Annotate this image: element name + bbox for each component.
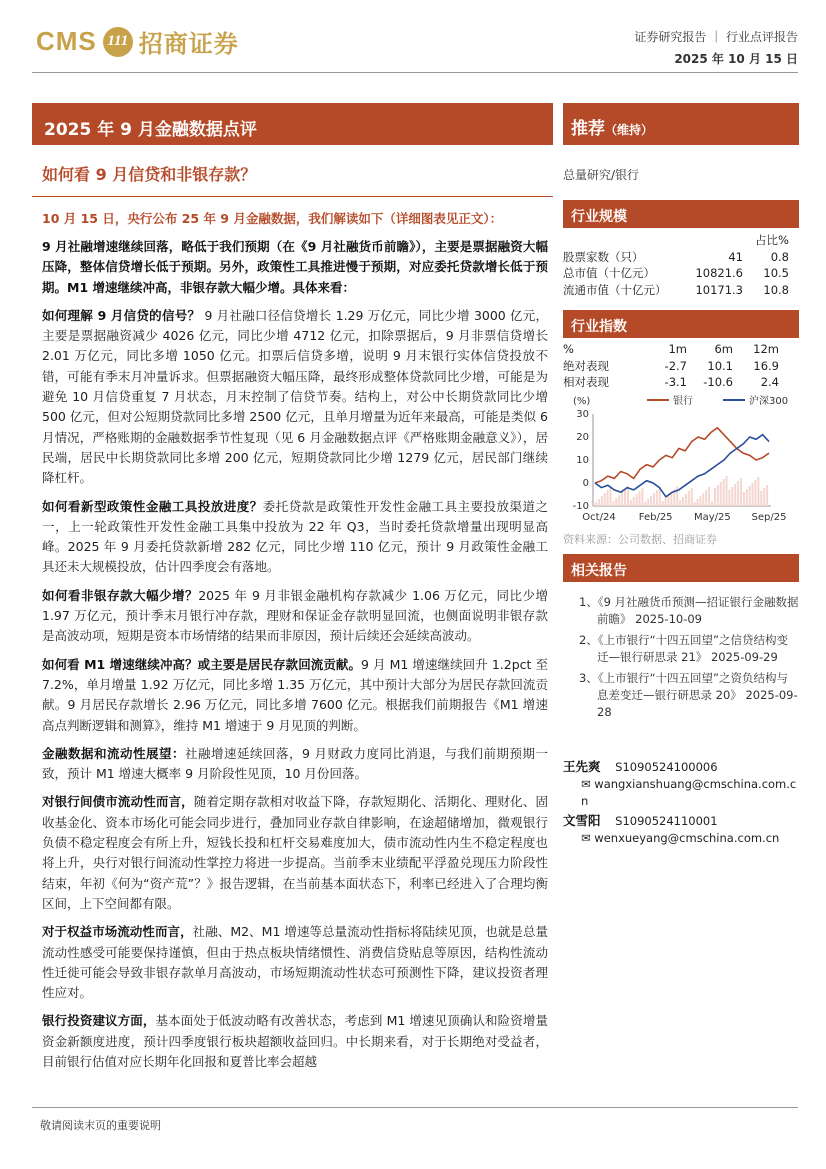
volume-bar	[714, 488, 716, 506]
report-date: 2025 年 10 月 15 日	[674, 52, 798, 66]
scale-table	[563, 232, 789, 298]
analyst-block	[563, 758, 799, 847]
scale-value: 10821.6	[695, 266, 743, 281]
index-header: 12m	[753, 342, 779, 357]
volume-bar	[728, 490, 730, 506]
index-value: -2.7	[664, 358, 687, 373]
report-title[interactable]: 3、《上市银行“十四五回望”之资负结构与息差变迁—银行研思录 20》	[579, 671, 788, 702]
table-row	[563, 232, 789, 249]
volume-bar	[688, 491, 690, 506]
paragraph-lead: 如何看新型政策性金融工具投放进度？	[42, 498, 263, 514]
body-paragraph	[42, 922, 548, 1003]
rating-bar	[563, 103, 799, 145]
x-tick-label: May/25	[693, 512, 731, 523]
x-tick-label: Oct/24	[582, 512, 616, 523]
title-divider	[32, 196, 553, 197]
volume-bar	[755, 480, 757, 506]
volume-bar	[711, 501, 713, 506]
summary-paragraph	[42, 237, 548, 298]
rating-note: （维持）	[605, 123, 654, 137]
index-value: 2.4	[760, 375, 779, 390]
category-label: 总量研究/银行	[563, 168, 640, 182]
y-axis-label: (%)	[573, 396, 591, 407]
volume-bar	[607, 490, 609, 506]
y-tick-label: -10	[572, 501, 589, 512]
paragraph-text: 基本面处于低波动略有改善状态，考虑到 M1 增速见顶确认和险资增量资金新额度进度，预计四季度银行板块超额收益回归。中长期来看，对于长期绝对受益者，目前银行估值对应长期年化回报和夏普比率会超越	[42, 1013, 548, 1069]
volume-bar	[682, 497, 684, 506]
volume-bar	[731, 487, 733, 506]
body-paragraph	[42, 1011, 548, 1072]
chart-source: 资料来源：公司数据、招商证券	[563, 533, 717, 546]
table-row	[563, 358, 779, 375]
volume-bar	[679, 500, 681, 506]
index-section-title: 行业指数	[563, 310, 799, 338]
volume-bar	[723, 479, 725, 506]
y-tick-label: 20	[576, 432, 589, 443]
volume-bar	[618, 495, 620, 506]
header-divider	[32, 72, 798, 73]
scale-table-wrap	[563, 232, 799, 298]
legend-label: 银行	[673, 396, 693, 407]
scale-label: 总市值（十亿元）	[563, 266, 655, 281]
report-date: 2025-09-28	[597, 688, 798, 719]
page-title: 如何看 9 月信贷和非银存款？	[42, 165, 257, 184]
volume-bar	[694, 502, 696, 506]
y-tick-label: 10	[576, 455, 589, 466]
scale-label: 流通市值（十亿元）	[563, 282, 667, 297]
scale-value: 41	[728, 249, 743, 264]
volume-bar	[627, 486, 629, 506]
table-row	[563, 265, 789, 282]
footer-note: 敬请阅读末页的重要说明	[40, 1119, 161, 1132]
analyst-name: 文雪阳	[563, 813, 601, 828]
intro-text: 10 月 15 日，央行公布 25 年 9 月金融数据，我们解读如下（详细图表见正文）：	[42, 211, 503, 226]
volume-bar	[743, 492, 745, 506]
analyst-row	[563, 812, 799, 830]
paragraph-lead: 银行投资建议方面，	[42, 1013, 156, 1029]
volume-bar	[630, 500, 632, 506]
volume-bar	[702, 493, 704, 506]
mail-icon: ✉	[581, 777, 591, 791]
body-paragraph	[42, 306, 548, 489]
volume-bar	[615, 498, 617, 506]
analyst-code: S1090524100006	[615, 760, 718, 774]
scale-unit: 占比%	[755, 233, 789, 248]
logo-cn-text: 招商证券	[138, 30, 239, 58]
volume-bar	[650, 496, 652, 506]
volume-bar	[598, 499, 600, 506]
volume-bar	[662, 501, 664, 506]
rating-label: 推荐	[571, 119, 605, 139]
volume-bar	[752, 483, 754, 506]
index-label: 相对表现	[563, 375, 609, 390]
summary-text: 9 月社融增速继续回落，略低于我们预期（在《9 月社融货币前瞻》），主要是票据融资大幅压降，整体信贷增长低于预期。另外，政策性工具推进慢于预期，对应委托贷款增长低于预期。M1 增速继续冲高，非银存款大幅少增。具体来看：	[42, 239, 548, 295]
report-body	[42, 237, 548, 1080]
index-header: 6m	[714, 342, 733, 357]
body-paragraph	[42, 655, 548, 736]
paragraph-lead: 对于权益市场流动性而言，	[42, 924, 193, 940]
volume-bar	[601, 496, 603, 506]
paragraph-text: 随着定期存款相对收益下降，存款短期化、活期化、理财化、固收基金化、资本市场化可能会同步进行，叠加同业存款自律影响，在途超储增加，微观银行负债不稳定程度会有所上升，短钱长投和杠杆交易难度加大，债市流动性内生不稳定程度也将上升，央行对银行间流动性掌控力将进一步提高。当前季末业绩配平浮盈兑现压力阶段性结束，年初《何为“资产荒”？》报告逻辑，在当前基本面状态下，利率已经进入了合理均衡区间，上下空间都有限。	[42, 794, 548, 911]
scale-value: 10171.3	[695, 282, 743, 297]
paragraph-lead: 金融数据和流动性展望：	[42, 745, 186, 761]
report-date: 2025-09-29	[710, 650, 778, 664]
analyst-row	[563, 758, 799, 776]
paragraph-text: 9 月 M1 增速继续回升 1.2pct 至 7.2%，单月增量 1.92 万亿元，同比多增 1.35 万亿元，其中预计大部分为居民存款回流贡献。9 月居民存款增长 2.96 万亿元，同比多增 7600 亿元。根据我们前期报告《M1 增速高点判断逻辑和测算》，维持 M1 增速于 9 月见顶的判断。	[42, 656, 548, 733]
index-label: 绝对表现	[563, 358, 609, 373]
analyst-email[interactable]: wenxueyang@cmschina.com.cn	[594, 831, 780, 845]
volume-bar	[766, 485, 768, 506]
volume-bar	[737, 481, 739, 506]
scale-pct: 0.8	[770, 249, 789, 264]
analyst-code: S1090524110001	[615, 814, 718, 828]
y-tick-label: 30	[576, 409, 589, 420]
volume-bar	[644, 502, 646, 506]
report-title[interactable]: 1、《9 月社融货币预测—招证银行金融数据前瞻》	[579, 595, 799, 626]
report-item[interactable]	[579, 670, 799, 721]
volume-bar	[763, 488, 765, 506]
volume-bar	[749, 486, 751, 506]
series-line-hs300	[595, 435, 769, 497]
volume-bar	[636, 494, 638, 506]
volume-bar	[717, 485, 719, 506]
volume-bar	[621, 492, 623, 506]
scale-section-title: 行业规模	[563, 200, 799, 228]
line-chart	[563, 392, 799, 528]
paragraph-text: 社融、M2、M1 增速等总量流动性指标将陆续见顶，也就是总量流动性感受可能要保持谨慎，但由于热点板块情绪惯性、消费信贷贴息等原因，结构性流动性迁徙可能会导致非银存款单月高波动，市场短期流动性状态可预测性下降，建议投资者理性应对。	[42, 924, 548, 1001]
index-chart	[563, 392, 799, 528]
paragraph-lead: 对银行间债市流动性而言，	[42, 794, 194, 810]
analyst-email-row	[563, 830, 799, 847]
analyst-name: 王先爽	[563, 759, 601, 774]
volume-bar	[612, 501, 614, 506]
index-value: 16.9	[753, 358, 779, 373]
title-bar: 2025 年 9 月金融数据点评	[32, 103, 553, 145]
volume-bar	[691, 488, 693, 506]
paragraph-text: 9 月社融口径信贷增长 1.29 万亿元，同比少增 3000 亿元，主要是票据融资减少 4026 亿元，同比少增 4712 亿元，扣除票据后，9 月非票信贷增长 2.01 万亿元，同比多增 1050 亿元。扣票后信贷多增，说明 9 月末银行实体信贷投放不错，可能有季末月冲量诉求。但票据融资大幅压降，最终形成整体贷款同比少增，可能是为避免 10 月信贷重复 7 月状态，月末控制了信贷节奏。结构上，对公中长期贷款同比少增 500 亿元，但对公短期贷款同比多增 2500 亿元，且单月增量为近年来最高，可能是类似 6 月情况，严格账期的金融数据季节性复现（见 6 月金融数据点评《严格账期金融意义》），居民端，居民中长期贷款同比多增 200 亿元，短期贷款同比少增 1279 亿元，居民部门继续降杠杆。	[42, 307, 548, 486]
paragraph-lead: 如何看 M1 增速继续冲高？或主要是居民存款回流贡献。	[42, 656, 362, 672]
index-header: %	[563, 342, 574, 357]
volume-bar	[647, 499, 649, 506]
volume-bar	[604, 493, 606, 506]
reports-section-title: 相关报告	[563, 554, 799, 582]
volume-bar	[665, 498, 667, 506]
body-paragraph	[42, 792, 548, 914]
volume-bar	[633, 497, 635, 506]
paragraph-text: 委托贷款是政策性开发性金融工具主要投放渠道之一，上一轮政策性开发性金融工具集中投放为 22 年 Q3，当时委托贷款增量出现明显高峰。2025 年 9 月委托贷款新增 282 亿元，同比少增 110 亿元，预计 9 月政策性金融工具还未大规模投放，估计四季度会有落地。	[42, 498, 548, 575]
paragraph-lead: 如何看非银存款大幅少增？	[42, 587, 199, 603]
volume-bar	[726, 476, 728, 506]
volume-bar	[697, 499, 699, 506]
volume-bar	[624, 489, 626, 506]
paragraph-lead: 如何理解 9 月信贷的信号？	[42, 307, 201, 323]
series-line-bank	[595, 428, 769, 483]
scale-pct: 10.5	[763, 266, 789, 281]
y-tick-label: 0	[582, 478, 589, 489]
volume-bar	[760, 491, 762, 506]
table-row	[563, 282, 789, 299]
index-value: -3.1	[664, 375, 687, 390]
scale-label: 股票家数（只）	[563, 249, 644, 264]
logo-mark-icon: 111	[103, 27, 133, 57]
analyst-email-row	[563, 776, 799, 810]
page-header	[0, 0, 826, 74]
body-paragraph	[42, 744, 548, 785]
index-table	[563, 341, 779, 391]
volume-bar	[740, 478, 742, 506]
volume-bar	[595, 502, 597, 506]
volume-bar	[734, 484, 736, 506]
volume-bar	[610, 487, 612, 506]
table-row	[563, 249, 789, 266]
volume-bar	[720, 482, 722, 506]
volume-bar	[653, 493, 655, 506]
volume-bar	[746, 489, 748, 506]
report-title[interactable]: 2、《上市银行“十四五回望”之信贷结构变迁—银行研思录 21》	[579, 633, 788, 664]
footer-divider	[32, 1107, 798, 1108]
index-value: 10.1	[707, 358, 733, 373]
x-tick-label: Sep/25	[751, 512, 787, 523]
analyst-email[interactable]: wangxianshuang@cmschina.com.cn	[581, 777, 797, 808]
volume-bar	[685, 494, 687, 506]
x-tick-label: Feb/25	[638, 512, 673, 523]
paragraph-text: 2025 年 9 月非银金融机构存款减少 1.06 万亿元，同比少增 1.97 万亿元，预计季末月银行冲存款，理财和保证金存款明显回流，也侧面说明非银存款是高波动项，短期是资本市场情绪的结果而非原因，预计后续还会延续高波动。	[42, 587, 548, 644]
volume-bar	[656, 490, 658, 506]
index-table-wrap	[563, 341, 799, 391]
body-paragraph	[42, 497, 548, 578]
volume-bar	[757, 477, 759, 506]
related-reports	[563, 594, 799, 725]
scale-pct: 10.8	[763, 282, 789, 297]
report-item[interactable]	[579, 594, 799, 628]
body-paragraph	[42, 586, 548, 647]
header-meta	[634, 26, 798, 70]
volume-bar	[668, 495, 670, 506]
volume-bar	[639, 491, 641, 506]
index-header: 1m	[668, 342, 687, 357]
volume-bar	[641, 488, 643, 506]
volume-bar	[676, 486, 678, 506]
table-row	[563, 374, 779, 391]
table-row	[563, 341, 779, 358]
paragraph-text: 社融增速延续回落，9 月财政力度同比消退，与我们前期预期一致，预计 M1 增速大概率 9 月阶段性见顶，10 月份回落。	[42, 745, 548, 782]
legend-label: 沪深300	[749, 396, 789, 407]
company-logo	[36, 24, 239, 59]
logo-cms-text: CMS	[36, 26, 97, 56]
mail-icon: ✉	[581, 831, 591, 845]
report-type: 证券研究报告 ｜ 行业点评报告	[634, 30, 798, 44]
volume-bar	[699, 496, 701, 506]
volume-bar	[705, 490, 707, 506]
index-value: -10.6	[703, 375, 733, 390]
volume-bar	[708, 487, 710, 506]
report-item[interactable]	[579, 632, 799, 666]
report-date: 2025-10-09	[635, 612, 702, 626]
